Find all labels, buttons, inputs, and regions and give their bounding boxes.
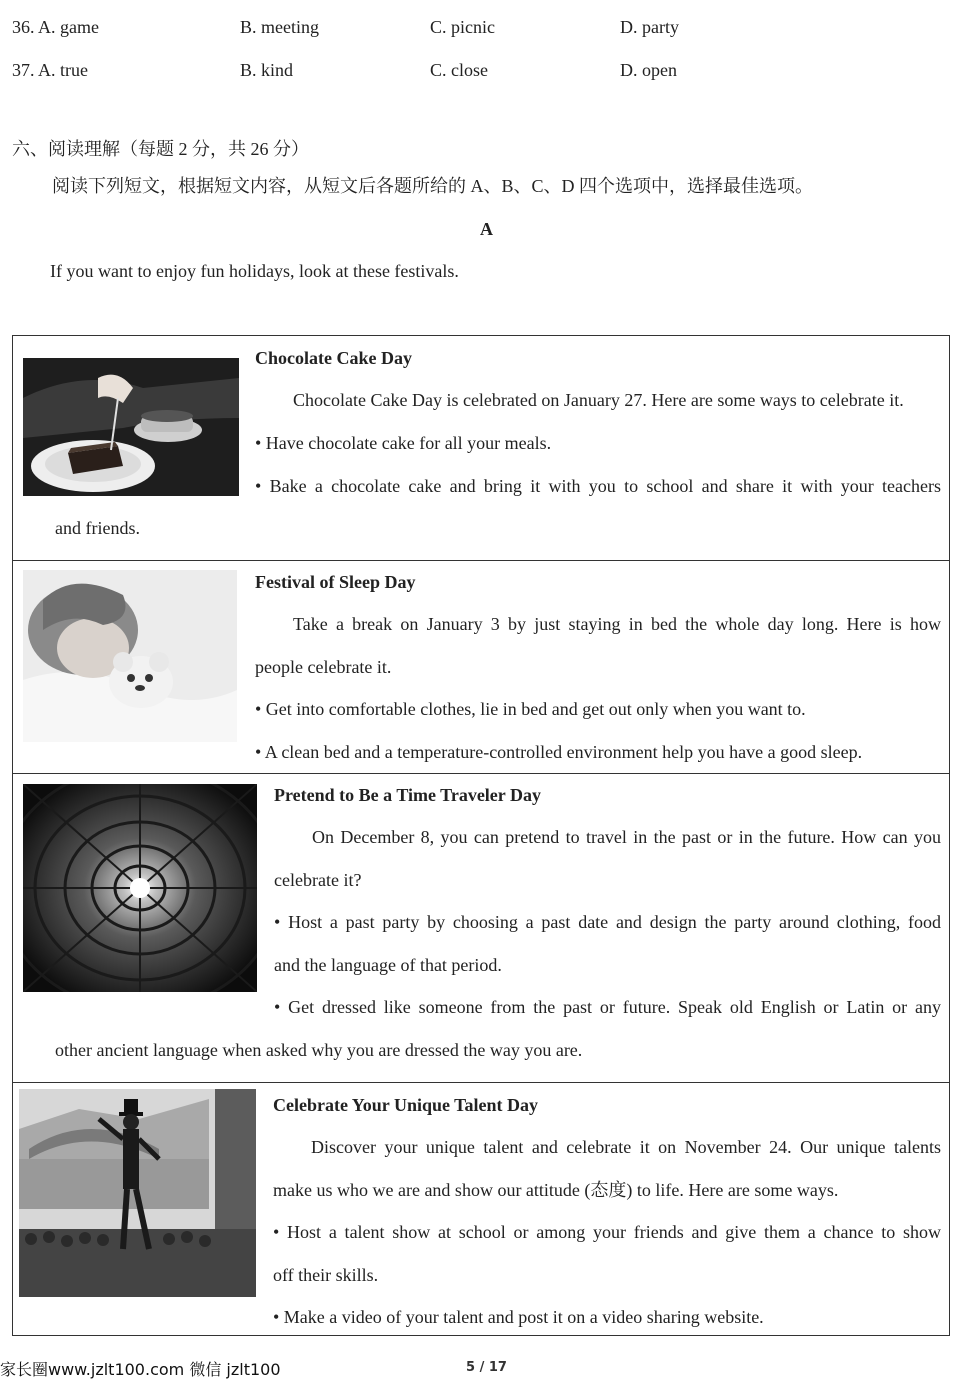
festival-title: Pretend to Be a Time Traveler Day [274, 785, 541, 805]
festival-text: make us who we are and show our attitude (态度) to life. Here are some ways. [273, 1180, 839, 1200]
passage-label: A [480, 219, 493, 239]
festival-text: celebrate it? [274, 870, 362, 890]
festival-bullet: • A clean bed and a temperature-controlled environment help you have a good sleep. [255, 742, 863, 762]
festival-row-chocolate [13, 336, 949, 561]
page-number: 5 / 17 [466, 1360, 507, 1375]
festival-bullet: • Make a video of your talent and post it on a video sharing website. [273, 1307, 764, 1327]
festival-table [12, 335, 950, 1336]
festival-bullet: • Host a past party by choosing a past date and design the party around clothing, food [274, 912, 941, 932]
festival-row-sleep [13, 561, 949, 774]
festival-title: Chocolate Cake Day [255, 348, 412, 368]
festival-text: people celebrate it. [255, 657, 392, 677]
sleeping-child-photo [23, 570, 237, 742]
festival-text: off their skills. [273, 1265, 379, 1285]
q37-option-c: C. close [430, 60, 488, 80]
q36-option-d: D. party [620, 17, 679, 37]
time-tunnel-photo [23, 784, 257, 992]
footer-site: 家长圈www.jzlt100.com 微信 jzlt100 [0, 1360, 281, 1379]
festival-text: Discover your unique talent and celebrate it on November 24. Our unique talents [311, 1137, 941, 1157]
festival-bullet: • Get into comfortable clothes, lie in bed and get out only when you want to. [255, 699, 806, 719]
q37-option-b: B. kind [240, 60, 294, 80]
festival-text: Take a break on January 3 by just staying in bed the whole day long. Here is how [293, 614, 941, 634]
passage-intro: If you want to enjoy fun holidays, look at these festivals. [50, 261, 459, 281]
festival-bullet: • Have chocolate cake for all your meals. [255, 433, 552, 453]
q37-option-d: D. open [620, 60, 677, 80]
festival-bullet: • Get dressed like someone from the past or future. Speak old English or Latin or any [274, 997, 941, 1017]
street-performer-photo [19, 1089, 256, 1297]
section-title: 六、阅读理解（每题 2 分，共 26 分） [12, 139, 309, 159]
q37-option-a: 37. A. true [12, 60, 88, 80]
festival-text: On December 8, you can pretend to travel in the past or in the future. How can you [312, 827, 941, 847]
festival-bullet: • Host a talent show at school or among your friends and give them a chance to show [273, 1222, 941, 1242]
festival-title: Celebrate Your Unique Talent Day [273, 1095, 539, 1115]
q36-option-a: 36. A. game [12, 17, 99, 37]
festival-bullet: • Bake a chocolate cake and bring it with you to school and share it with your teachers [255, 476, 941, 496]
chocolate-cake-photo [23, 358, 239, 496]
q36-option-b: B. meeting [240, 17, 319, 37]
q36-option-c: C. picnic [430, 17, 495, 37]
festival-text: and the language of that period. [274, 955, 502, 975]
section-instruction: 阅读下列短文，根据短文内容，从短文后各题所给的 A、B、C、D 四个选项中，选择最佳选项。 [52, 176, 814, 196]
festival-text: and friends. [55, 518, 140, 538]
festival-row-time-traveler [13, 774, 949, 1083]
festival-text: Chocolate Cake Day is celebrated on January 27. Here are some ways to celebrate it. [293, 390, 904, 410]
festival-text: other ancient language when asked why you are dressed the way you are. [55, 1040, 583, 1060]
festival-row-talent [13, 1083, 949, 1337]
festival-title: Festival of Sleep Day [255, 572, 416, 592]
